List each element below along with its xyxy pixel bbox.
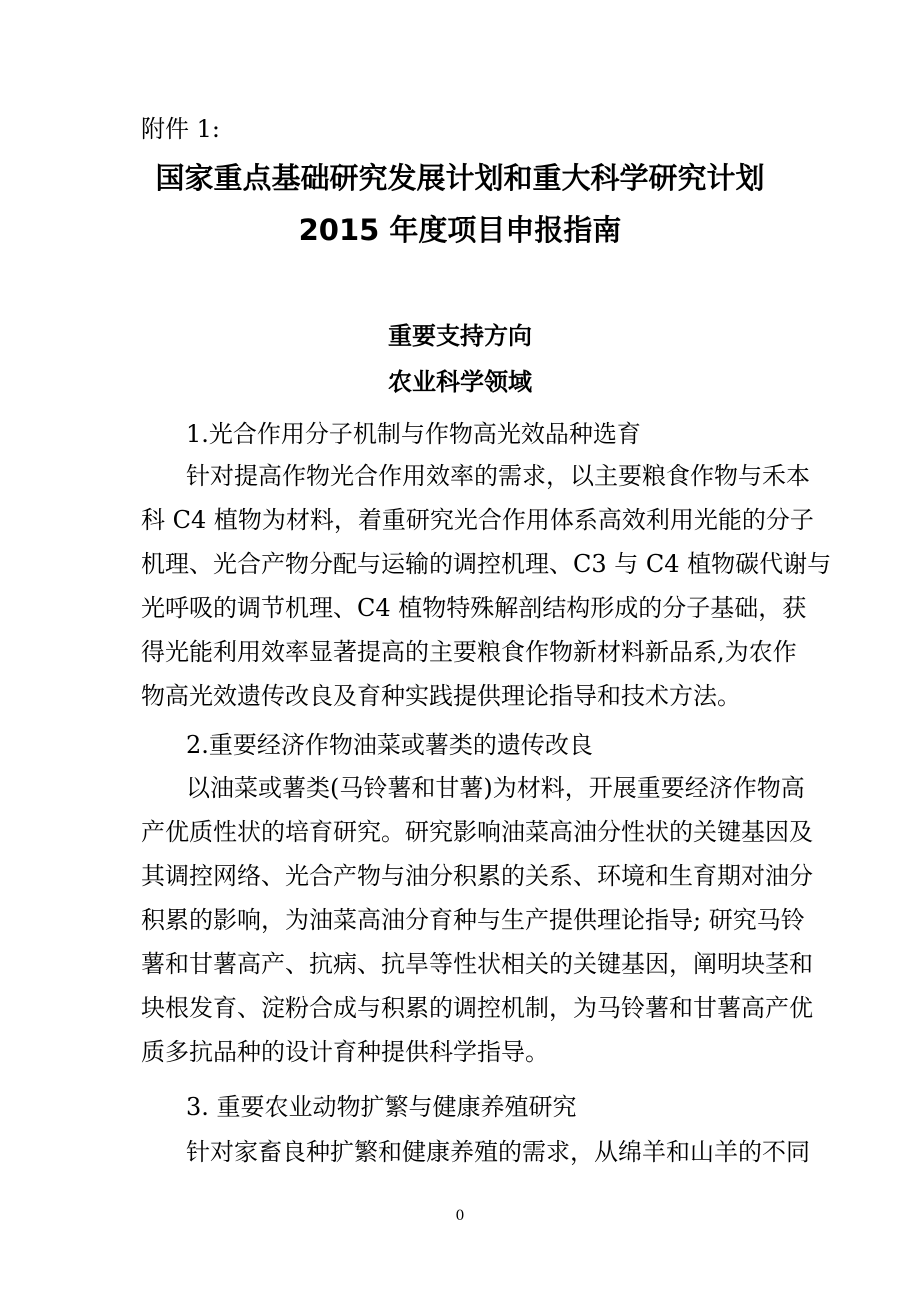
attachment-label: 附件 1:	[141, 115, 220, 143]
item-title-1: 1.光合作用分子机制与作物高光效品种选育	[186, 420, 641, 448]
paragraph-line: 科 C4 植物为材料，着重研究光合作用体系高效利用光能的分子	[141, 506, 814, 534]
paragraph-line: 以油菜或薯类(马铃薯和甘薯)为材料，开展重要经济作物高	[186, 774, 805, 802]
paragraph-line: 针对提高作物光合作用效率的需求，以主要粮食作物与禾本	[186, 462, 810, 490]
paragraph-line: 产优质性状的培育研究。研究影响油菜高油分性状的关键基因及	[141, 818, 813, 846]
paragraph-3	[141, 1130, 810, 1174]
item-title-2: 2.重要经济作物油菜或薯类的遗传改良	[186, 731, 593, 759]
section-heading-field: 农业科学领域	[388, 368, 532, 396]
paragraph-line: 光呼吸的调节机理、C4 植物特殊解剖结构形成的分子基础，获	[141, 594, 807, 622]
page-number: 0	[455, 1208, 465, 1224]
item-title-3: 3. 重要农业动物扩繁与健康养殖研究	[186, 1093, 577, 1121]
document-title-line-1: 国家重点基础研究发展计划和重大科学研究计划	[155, 161, 765, 195]
document-title-line-2: 2015 年度项目申报指南	[298, 213, 622, 247]
paragraph-line: 得光能利用效率显著提高的主要粮食作物新材料新品系,为农作	[141, 638, 797, 666]
section-heading-direction: 重要支持方向	[388, 322, 532, 350]
paragraph-line: 针对家畜良种扩繁和健康养殖的需求，从绵羊和山羊的不同	[186, 1138, 810, 1166]
paragraph-line: 质多抗品种的设计育种提供科学指导。	[141, 1038, 549, 1066]
paragraph-1	[141, 454, 832, 718]
paragraph-line: 其调控网络、光合产物与油分积累的关系、环境和生育期对油分	[141, 862, 813, 890]
paragraph-line: 块根发育、淀粉合成与积累的调控机制，为马铃薯和甘薯高产优	[141, 994, 813, 1022]
paragraph-line: 机理、光合产物分配与运输的调控机理、C3 与 C4 植物碳代谢与	[141, 550, 832, 578]
paragraph-line: 物高光效遗传改良及育种实践提供理论指导和技术方法。	[141, 682, 741, 710]
paragraph-line: 薯和甘薯高产、抗病、抗旱等性状相关的关键基因，阐明块茎和	[141, 950, 813, 978]
paragraph-2	[141, 766, 813, 1074]
paragraph-line: 积累的影响，为油菜高油分育种与生产提供理论指导; 研究马铃	[141, 906, 805, 934]
